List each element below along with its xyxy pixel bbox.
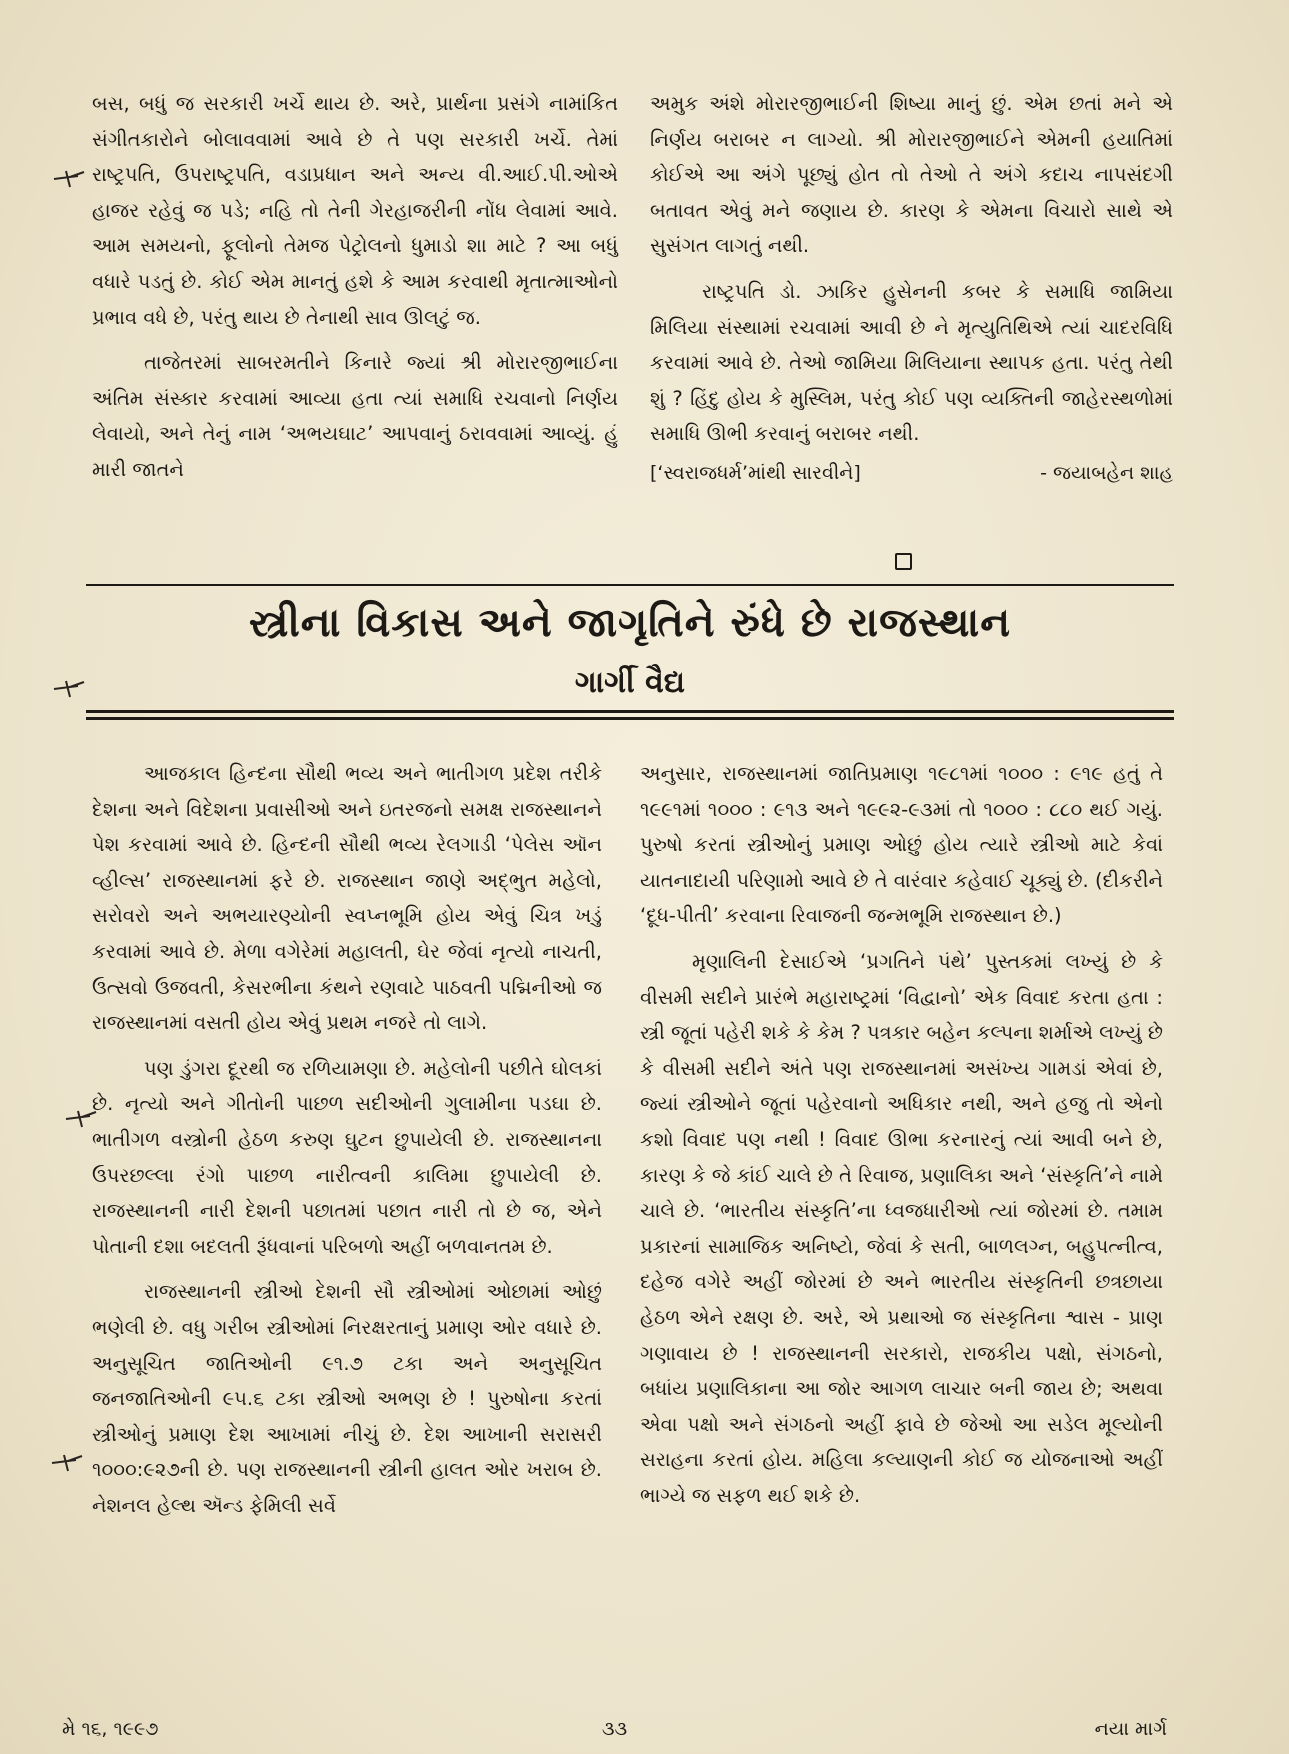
article-paragraph: આજકાલ હિન્દના સૌથી ભવ્ય અને ભાતીગળ પ્રદેશ તરીકે દેશના અને વિદેશના પ્રવાસીઓ અને ઇતરજનો સમક્ષ રાજસ્થાનને પેશ કરવામાં આવે છે. હિન્દની સૌથી ભવ્ય રેલગાડી ‘પેલેસ ઑન વ્હીલ્સ’ રાજસ્થાનમાં ફરે છે. રાજસ્થાન જાણે અદ્‌ભુત મહેલો, સરોવરો અને અભયારણ્યોની સ્વપ્નભૂમિ હોય એવું ચિત્ર ખડું કરવામાં આવે છે. મેળા વગેરેમાં મહાલતી, ઘેર જેવાં નૃત્યો નાચતી, ઉત્સવો ઉજવતી, કેસરભીના કંથને રણવાટે પાઠવતી પદ્મિનીઓ જ રાજસ્થાનમાં વસતી હોય એવું પ્રથમ નજરે તો લાગે. bbox=[92, 762, 602, 1035]
binding-hole-mark-icon bbox=[50, 1452, 84, 1474]
top-article-paragraph: અમુક અંશે મોરારજીભાઈની શિષ્યા માનું છું. એમ છતાં મને એ નિર્ણય બરાબર ન લાગ્યો. શ્રી મોરારજીભાઈને એમની હયાતિમાં કોઈએ આ અંગે પૂછ્યું હોત તો તેઓ તે અંગે કદાચ નાપસંદગી બતાવત એવું મને જણાય છે. કારણ કે એમના વિચારો સાથે એ સુસંગત લાગતું નથી. bbox=[650, 92, 1173, 258]
article-paragraph: પણ ડુંગરા દૂરથી જ રળિયામણા છે. મહેલોની પછીતે ઘોલકાં છે. નૃત્યો અને ગીતોની પાછળ સદીઓની ગુલામીના પડઘા છે. ભાતીગળ વસ્ત્રોની હેઠળ કરુણ ઘુટન છુપાયેલી છે. રાજસ્થાનના ઉપરછલ્લા રંગો પાછળ નારીત્વની કાલિમા છુપાયેલી છે. રાજસ્થાનની નારી દેશની પછાતમાં પછાત નારી તો છે જ, એને પોતાની દશા બદલતી રૂંધવાનાં પરિબળો અહીં બળવાનતમ છે. bbox=[92, 1056, 602, 1258]
top-article-credit bbox=[650, 456, 1173, 492]
end-of-article-square-icon bbox=[895, 553, 912, 570]
page-number: ૩૩ bbox=[601, 1718, 628, 1740]
article-headline: સ્ત્રીના વિકાસ અને જાગૃતિને રુંધે છે રાજસ્થાન bbox=[248, 600, 1012, 646]
top-article-right-column bbox=[650, 86, 1173, 492]
top-article-left-column bbox=[92, 86, 618, 488]
binding-hole-mark-icon bbox=[52, 168, 86, 190]
top-article-paragraph: રાષ્ટ્રપતિ ડો. ઝાકિર હુસેનની કબર કે સમાધિ જામિયા મિલિયા સંસ્થામાં રચવામાં આવી છે ને મૃત્યુતિથિએ ત્યાં ચાદરવિધિ કરવામાં આવે છે. તેઓ જામિયા મિલિયાના સ્થાપક હતા. પરંતુ તેથી શું ? હિંદુ હોય કે મુસ્લિમ, પરંતુ કોઈ પણ વ્યક્તિની જાહેરસ્થળોમાં સમાધિ ઊભી કરવાનું બરાબર નથી. bbox=[650, 279, 1173, 446]
author-credit: - જયાબહેન શાહ bbox=[1040, 461, 1173, 484]
article-right-column bbox=[640, 756, 1163, 1513]
magazine-name: નયા માર્ગ bbox=[1094, 1718, 1167, 1740]
top-article-paragraph: તાજેતરમાં સાબરમતીને કિનારે જ્યાં શ્રી મોરારજીભાઈના અંતિમ સંસ્કાર કરવામાં આવ્યા હતા ત્યાં સમાધિ રચવાનો નિર્ણય લેવાયો, અને તેનું નામ ‘અભયઘાટ’ આપવાનું ઠરાવવામાં આવ્યું. હું મારી જાતને bbox=[92, 351, 618, 481]
section-divider bbox=[86, 584, 1174, 586]
headline-double-rule bbox=[86, 717, 1174, 720]
article-paragraph: રાજસ્થાનની સ્ત્રીઓ દેશની સૌ સ્ત્રીઓમાં ઓછામાં ઓછું ભણેલી છે. વધુ ગરીબ સ્ત્રીઓમાં નિરક્ષરતાનું પ્રમાણ ઓર વધારે છે. અનુસૂચિત જાતિઓની ૯૧.૭ ટકા અને અનુસૂચિત જનજાતિઓની ૯૫.૬ ટકા સ્ત્રીઓ અભણ છે ! પુરુષોના કરતાં સ્ત્રીઓનું પ્રમાણ દેશ આખામાં નીચું છે. દેશ આખાની સરાસરી ૧૦૦૦:૯૨૭ની છે. પણ રાજસ્થાનની સ્ત્રીની હાલત ઓર ખરાબ છે. નેશનલ હેલ્થ ઍન્ડ ફેમિલી સર્વે bbox=[92, 1280, 602, 1517]
issue-date: મે ૧૬, ૧૯૯૭ bbox=[62, 1718, 159, 1740]
binding-hole-mark-icon bbox=[64, 1108, 98, 1130]
article-left-column bbox=[92, 756, 602, 1523]
page-footer bbox=[62, 1718, 1167, 1740]
article-author: ગાર્ગી વૈદ્ય bbox=[574, 665, 686, 700]
article-paragraph: અનુસાર, રાજસ્થાનમાં જાતિપ્રમાણ ૧૯૮૧માં ૧૦૦૦ : ૯૧૯ હતું તે ૧૯૯૧માં ૧૦૦૦ : ૯૧૩ અને ૧૯૯૨-૯૩માં તો ૧૦૦૦ : ૮૮૦ થઈ ગયું. પુરુષો કરતાં સ્ત્રીઓનું પ્રમાણ ઓછું હોય ત્યારે સ્ત્રીઓ માટે કેવાં યાતનાદાયી પરિણામો આવે છે તે વારંવાર કહેવાઈ ચૂક્યું છે. (દીકરીને ‘દૂધ-પીતી’ કરવાના રિવાજની જન્મભૂમિ રાજસ્થાન છે.) bbox=[640, 762, 1163, 928]
top-article-paragraph: બસ, બધું જ સરકારી ખર્ચે થાય છે. અરે, પ્રાર્થના પ્રસંગે નામાંકિત સંગીતકારોને બોલાવવામાં આવે છે તે પણ સરકારી ખર્ચે. તેમાં રાષ્ટ્રપતિ, ઉપરાષ્ટ્રપતિ, વડાપ્રધાન અને અન્ય વી.આઈ.પી.ઓએ હાજર રહેવું જ પડે; નહિ તો તેની ગેરહાજરીની નોંધ લેવામાં આવે. આમ સમયનો, ફૂલોનો તેમજ પેટ્રોલનો ધુમાડો શા માટે ? આ બધું વધારે પડતું છે. કોઈ એમ માનતું હશે કે આમ કરવાથી મૃતાત્માઓનો પ્રભાવ વધે છે, પરંતુ થાય છે તેનાથી સાવ ઊલટું જ. bbox=[92, 92, 618, 329]
binding-hole-mark-icon bbox=[52, 678, 86, 700]
article-paragraph: મૃણાલિની દેસાઈએ ‘પ્રગતિને પંથે’ પુસ્તકમાં લખ્યું છે કે વીસમી સદીને પ્રારંભે મહારાષ્ટ્રમાં ‘વિદ્વાનો’ એક વિવાદ કરતા હતા : સ્ત્રી જૂતાં પહેરી શકે કે કેમ ? પત્રકાર બહેન કલ્પના શર્માએ લખ્યું છે કે વીસમી સદીને અંતે પણ રાજસ્થાનમાં અસંખ્ય ગામડાં એવાં છે, જ્યાં સ્ત્રીઓને જૂતાં પહેરવાનો અધિકાર નથી, અને હજુ તો એનો કશો વિવાદ પણ નથી ! વિવાદ ઊભા કરનારનું ત્યાં આવી બને છે, કારણ કે જે કાંઈ ચાલે છે તે રિવાજ, પ્રણાલિકા અને ‘સંસ્કૃતિ’ને નામે ચાલે છે. ‘ભારતીય સંસ્કૃતિ’ના ધ્વજધારીઓ ત્યાં જોરમાં છે. તમામ પ્રકારનાં સામાજિક અનિષ્ટો, જેવાં કે સતી, બાળલગ્ન, બહુપત્નીત્વ, દહેજ વગેરે અહીં જોરમાં છે અને ભારતીય સંસ્કૃતિની છત્રછાયા હેઠળ એને રક્ષણ છે. અરે, એ પ્રથાઓ જ સંસ્કૃતિના શ્વાસ - પ્રાણ ગણાવાય છે ! રાજસ્થાનની સરકારો, રાજકીય પક્ષો, સંગઠનો, બધાંય પ્રણાલિકાના આ જોર આગળ લાચાર બની જાય છે; અથવા એવા પક્ષો અને સંગઠનો અહીં ફાવે છે જેઓ આ સડેલ મૂલ્યોની સરાહના કરતાં હોય. મહિલા કલ્યાણની કોઈ જ યોજનાઓ અહીં ભાગ્યે જ સફળ થઈ શકે છે. bbox=[640, 949, 1163, 1507]
headline-double-rule bbox=[86, 710, 1174, 713]
source-note: [‘સ્વરાજધર્મ’માંથી સારવીને] bbox=[650, 461, 861, 484]
